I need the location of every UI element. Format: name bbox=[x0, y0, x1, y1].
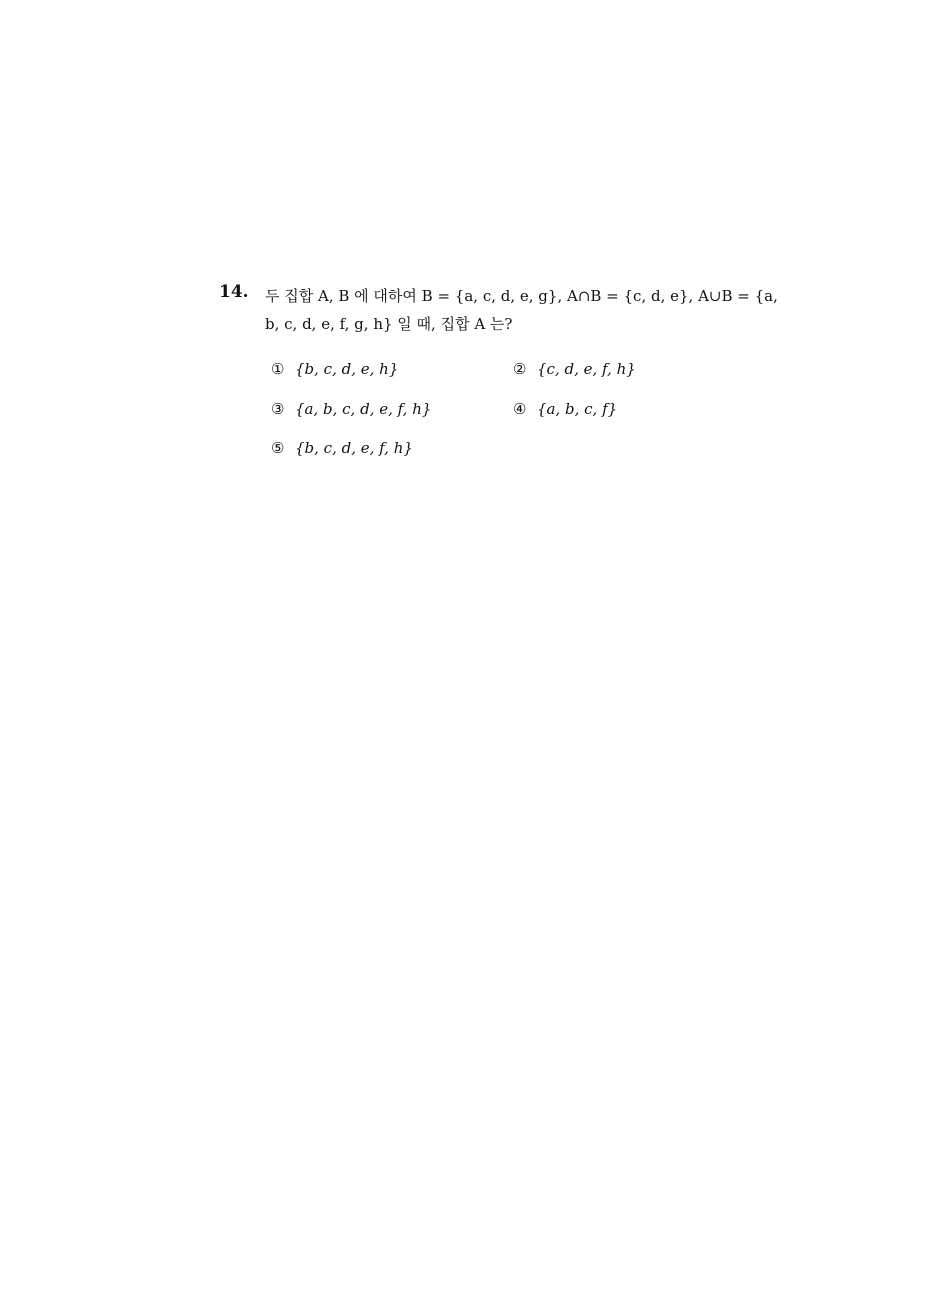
choice-2[interactable] bbox=[513, 360, 636, 378]
choice-2-marker: ② bbox=[513, 360, 527, 378]
choice-4-marker: ④ bbox=[513, 400, 527, 418]
choice-1[interactable] bbox=[271, 360, 398, 378]
choice-5[interactable] bbox=[271, 439, 413, 457]
choice-2-text: {c, d, e, f, h} bbox=[537, 360, 636, 378]
question-stem-line-2: b, c, d, e, f, g, h} 일 때, 집합 A 는? bbox=[265, 315, 513, 333]
choice-1-marker: ① bbox=[271, 360, 285, 378]
question-stem-line-1: 두 집합 A, B 에 대하여 B = {a, c, d, e, g}, A∩B = {c, d, e}, A∪B = {a, bbox=[265, 287, 778, 305]
question-number: 14. bbox=[219, 282, 249, 302]
choice-4[interactable] bbox=[513, 400, 617, 418]
answer-choices bbox=[271, 360, 691, 470]
choice-3-text: {a, b, c, d, e, f, h} bbox=[295, 400, 432, 418]
choice-3-marker: ③ bbox=[271, 400, 285, 418]
choice-3[interactable] bbox=[271, 400, 431, 418]
choice-5-text: {b, c, d, e, f, h} bbox=[295, 439, 413, 457]
choice-4-text: {a, b, c, f} bbox=[537, 400, 618, 418]
choice-1-text: {b, c, d, e, h} bbox=[295, 360, 399, 378]
choice-5-marker: ⑤ bbox=[271, 439, 285, 457]
question-stem bbox=[265, 282, 778, 338]
